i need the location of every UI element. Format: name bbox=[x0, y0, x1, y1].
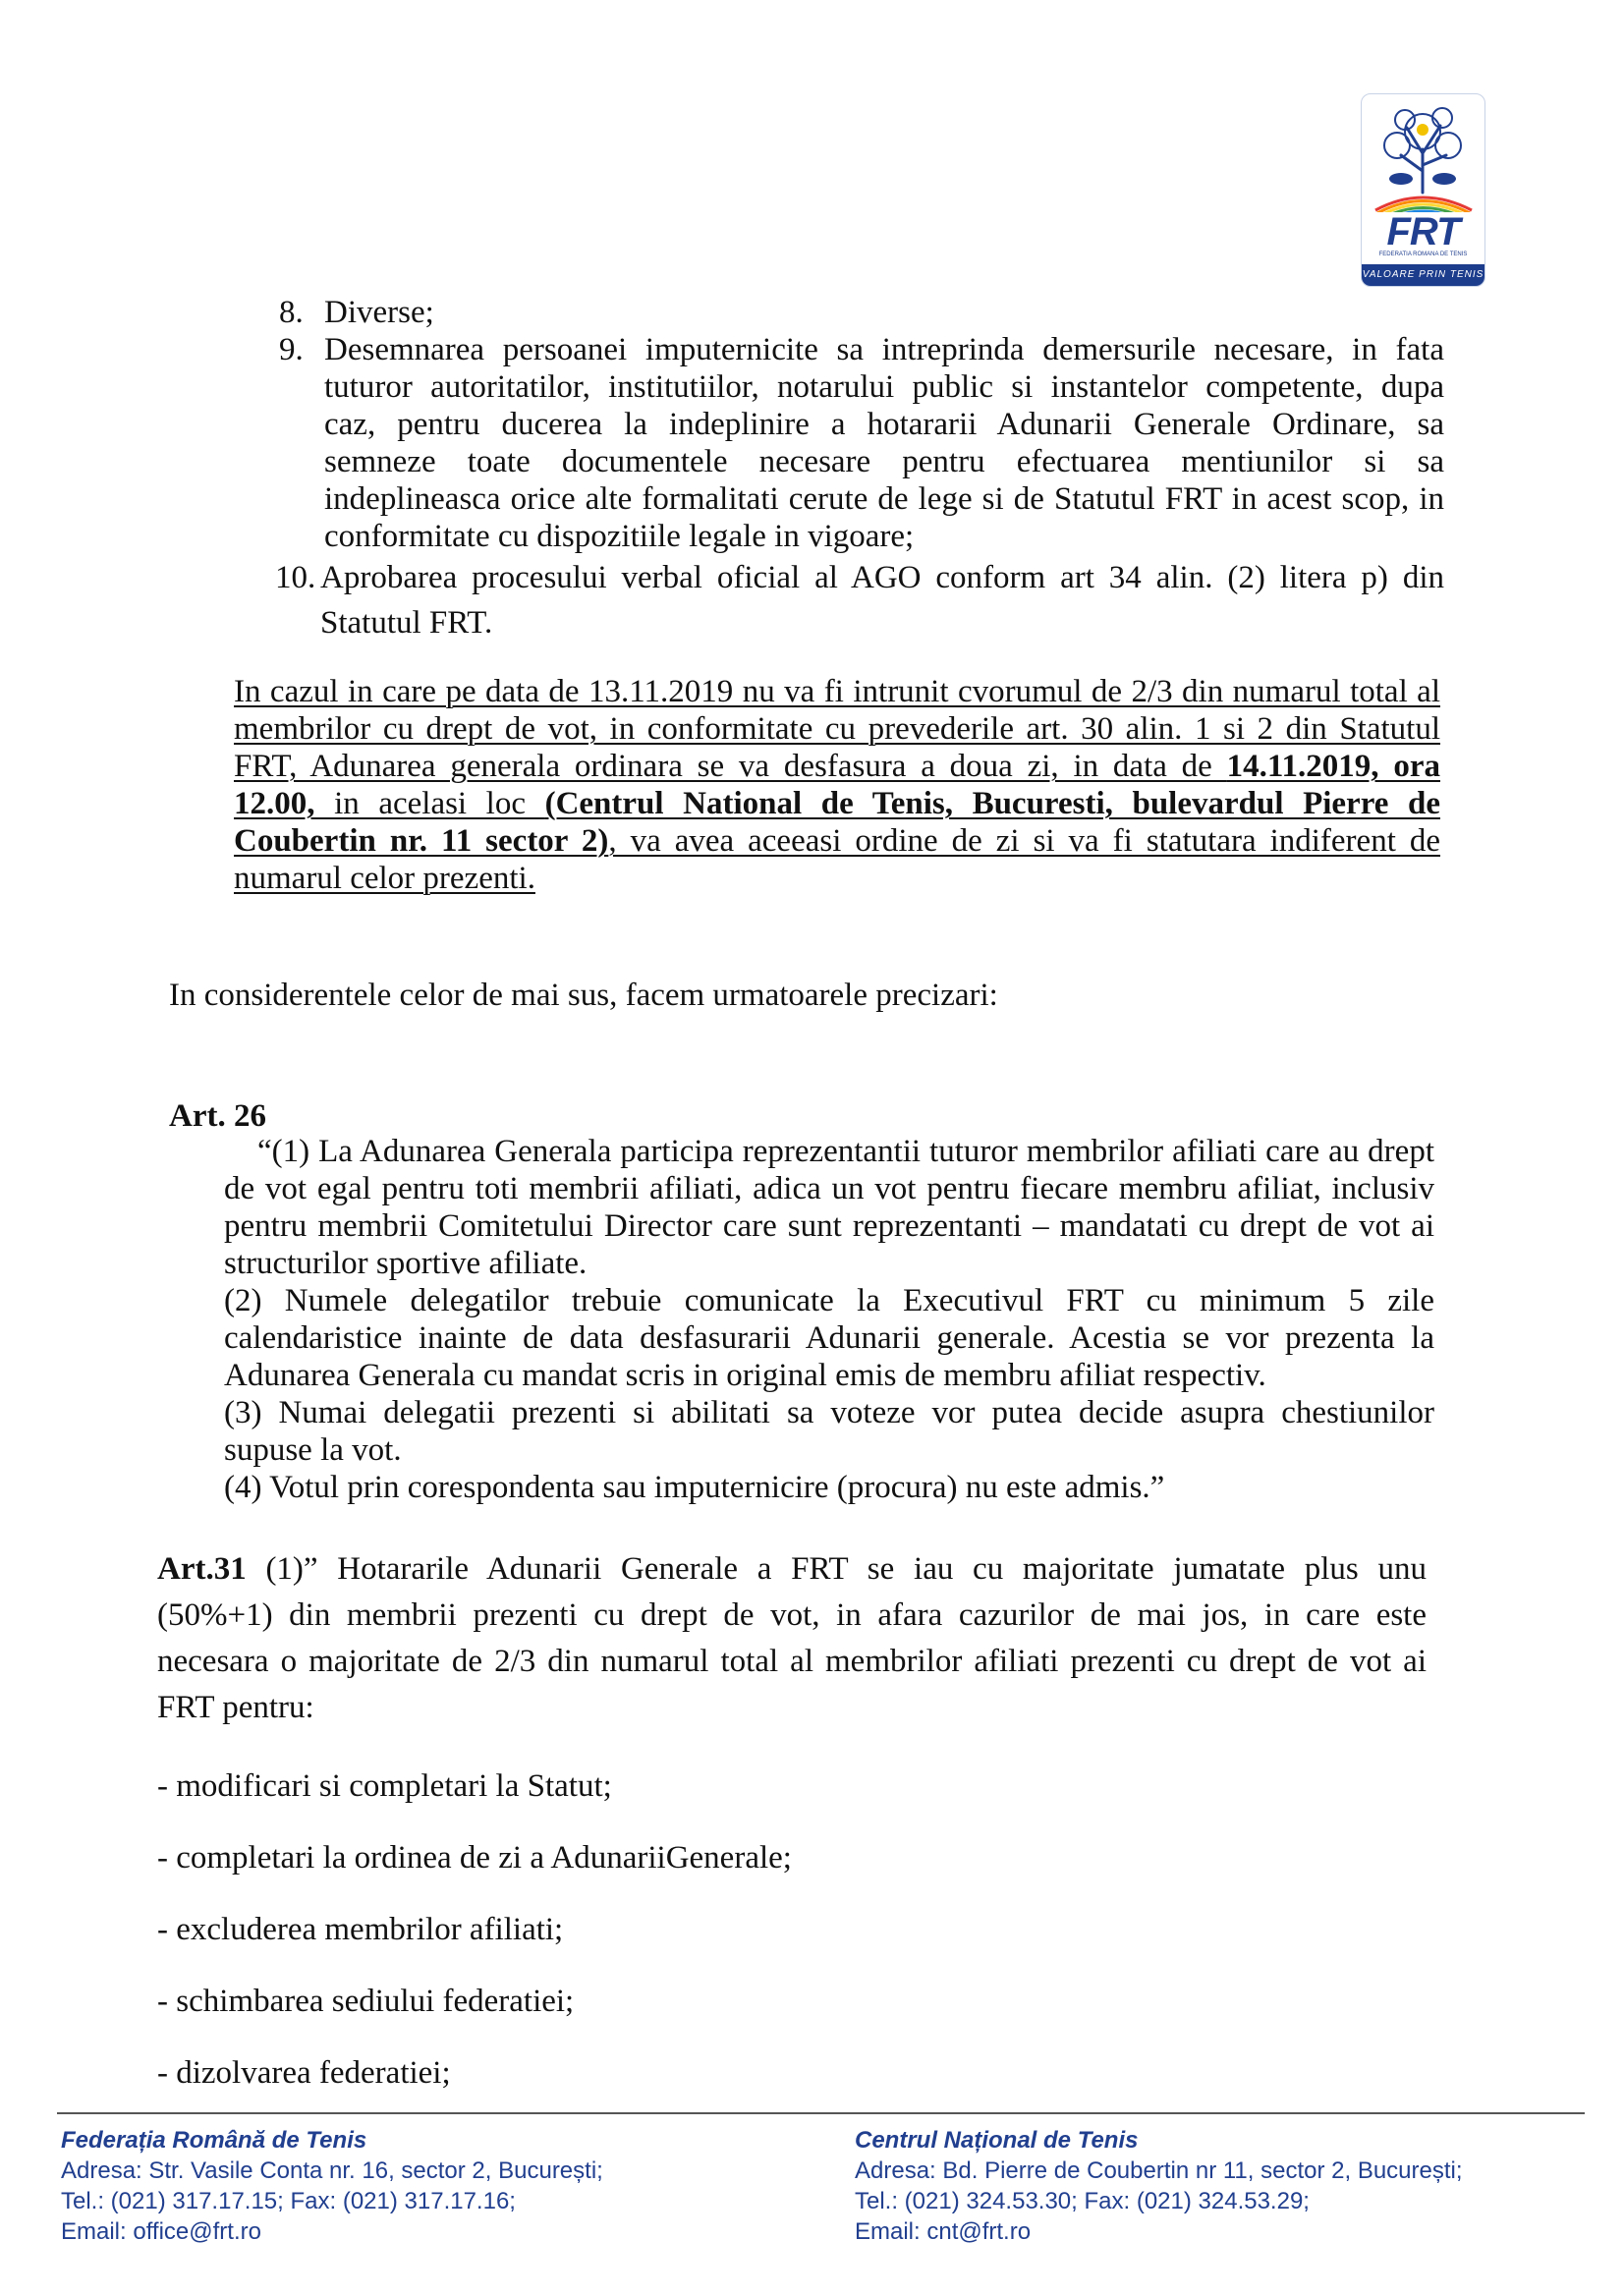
footer-right-phone: Tel.: (021) 324.53.30; Fax: (021) 324.53.29; bbox=[855, 2188, 1310, 2214]
notice-line: numarul celor prezenti. bbox=[234, 861, 535, 896]
art-26-heading: Art. 26 bbox=[169, 1098, 266, 1134]
notice-line: FRT, Adunarea generala ordinara se va desfasura a doua zi, in data de 14.11.2019, ora bbox=[234, 749, 1440, 784]
intro-text: In considerentele celor de mai sus, facem urmatoarele precizari: bbox=[169, 978, 998, 1013]
list-item: - completari la ordinea de zi a AdunariiGenerale; bbox=[157, 1840, 792, 1876]
footer-left-address: Adresa: Str. Vasile Conta nr. 16, sector 2, București; bbox=[61, 2157, 603, 2184]
footer-right-address: Adresa: Bd. Pierre de Coubertin nr 11, sector 2, București; bbox=[855, 2157, 1463, 2184]
art-26-line: pentru membrii Comitetului Director care sunt reprezentanti – mandatati cu drept de vot ai bbox=[224, 1208, 1434, 1244]
logo-text: FRT bbox=[1386, 210, 1460, 253]
notice-line: membrilor cu drept de vot, in conformitate cu prevederile art. 30 alin. 1 si 2 din Statutul bbox=[234, 711, 1440, 747]
agenda-item-9-line: indeplineasca orice alte formalitati cerute de lege si de Statutul FRT in acest scop, in bbox=[324, 481, 1444, 517]
list-item: - dizolvarea federatiei; bbox=[157, 2055, 451, 2091]
art-26-line: calendaristice inainte de data desfasurarii Adunarii generale. Acestia se vor prezenta la bbox=[224, 1320, 1434, 1356]
agenda-item-10-line: Aprobarea procesului verbal oficial al AGO conform art 34 alin. (2) litera p) din bbox=[320, 560, 1444, 595]
art-26-line: “(1) La Adunarea Generala participa reprezentantii tuturor membrilor afiliati care au drept bbox=[257, 1134, 1434, 1169]
art-26-line: (3) Numai delegatii prezenti si abilitati sa voteze vor putea decide asupra chestiunilor bbox=[224, 1395, 1434, 1430]
art-31-line: (50%+1) din membrii prezenti cu drept de vot, in afara cazurilor de mai jos, in care este bbox=[157, 1597, 1427, 1633]
art-31-line: Art.31 (1)” Hotararile Adunarii Generale a FRT se iau cu majoritate jumatate plus unu bbox=[157, 1551, 1427, 1587]
tennis-tree-icon bbox=[1362, 94, 1484, 212]
art-31-line: FRT pentru: bbox=[157, 1690, 314, 1725]
agenda-item-8-number: 8. bbox=[279, 295, 304, 330]
agenda-item-8-text: Diverse; bbox=[324, 295, 434, 330]
agenda-item-9-line: conformitate cu dispozitiile legale in vigoare; bbox=[324, 519, 915, 554]
agenda-item-10-number: 10. bbox=[275, 560, 316, 595]
art-26-line: supuse la vot. bbox=[224, 1432, 402, 1468]
list-item: - excluderea membrilor afiliati; bbox=[157, 1912, 564, 1947]
footer-divider bbox=[57, 2112, 1585, 2114]
agenda-item-10-line: Statutul FRT. bbox=[320, 605, 493, 641]
notice-line: In cazul in care pe data de 13.11.2019 nu va fi intrunit cvorumul de 2/3 din numarul total al bbox=[234, 674, 1440, 709]
agenda-item-9-line: tuturor autoritatilor, institutiilor, notarului public si instantelor competente, dupa bbox=[324, 369, 1444, 405]
footer-right-email[interactable]: Email: cnt@frt.ro bbox=[855, 2218, 1032, 2245]
frt-logo bbox=[1361, 93, 1485, 287]
art-26-line: (4) Votul prin corespondenta sau imputernicire (procura) nu este admis.” bbox=[224, 1470, 1165, 1505]
footer-right bbox=[855, 2125, 1463, 2247]
art-26-line: (2) Numele delegatilor trebuie comunicate la Executivul FRT cu minimum 5 zile bbox=[224, 1283, 1434, 1318]
footer-left-phone: Tel.: (021) 317.17.15; Fax: (021) 317.17.16; bbox=[61, 2188, 516, 2214]
footer-right-title: Centrul Național de Tenis bbox=[855, 2127, 1139, 2154]
agenda-item-9-line: caz, pentru ducerea la indeplinire a hotararii Adunarii Generale Ordinare, sa bbox=[324, 407, 1444, 442]
footer-left bbox=[61, 2125, 603, 2247]
list-item: - modificari si completari la Statut; bbox=[157, 1768, 612, 1804]
footer-left-title: Federația Română de Tenis bbox=[61, 2127, 367, 2154]
logo-subtitle: FEDERATIA ROMANA DE TENIS bbox=[1378, 252, 1468, 257]
logo-tagline: VALOARE PRIN TENIS bbox=[1362, 264, 1484, 286]
footer-left-email[interactable]: Email: office@frt.ro bbox=[61, 2218, 261, 2245]
agenda-item-9-line: semneze toate documentele necesare pentru efectuarea mentiunilor si sa bbox=[324, 444, 1444, 479]
notice-line: Coubertin nr. 11 sector 2), va avea aceeasi ordine de zi si va fi statutara indiferent de bbox=[234, 823, 1440, 859]
list-item: - schimbarea sediului federatiei; bbox=[157, 1984, 575, 2019]
agenda-item-9-line: Desemnarea persoanei imputernicite sa intreprinda demersurile necesare, in fata bbox=[324, 332, 1444, 367]
agenda-item-9-number: 9. bbox=[279, 332, 304, 367]
art-31-line: necesara o majoritate de 2/3 din numarul total al membrilor afiliati prezenti cu drept de vot ai bbox=[157, 1644, 1427, 1679]
art-26-line: Adunarea Generala cu mandat scris in original emis de membru afiliat respectiv. bbox=[224, 1358, 1266, 1393]
art-26-line: de vot egal pentru toti membrii afiliati, adica un vot pentru fiecare membru afiliat, inclusiv bbox=[224, 1171, 1434, 1206]
art-26-line: structurilor sportive afiliate. bbox=[224, 1246, 588, 1281]
notice-line: 12.00, in acelasi loc (Centrul National de Tenis, Bucuresti, bulevardul Pierre de bbox=[234, 786, 1440, 821]
art-31-heading: Art.31 bbox=[157, 1551, 247, 1587]
